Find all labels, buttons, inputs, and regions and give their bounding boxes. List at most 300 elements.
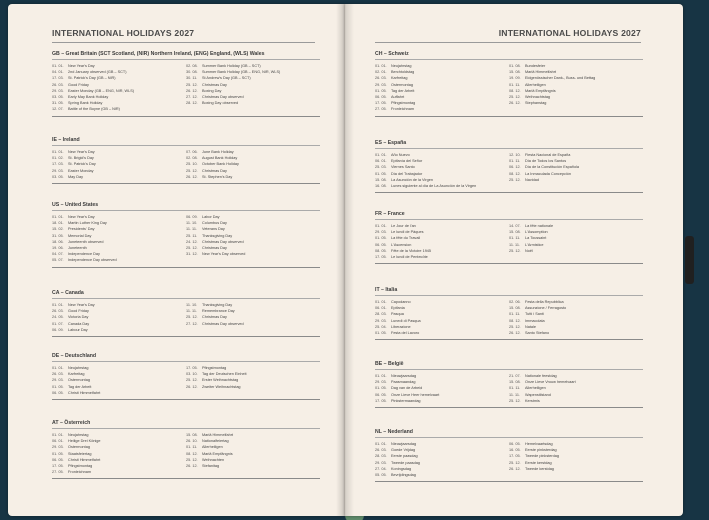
section-end-divider — [375, 481, 643, 482]
holiday-name: St. Patrick's Day (GB – NIR) — [68, 76, 116, 81]
holiday-row — [375, 106, 509, 112]
holiday-date: 29. 03. — [375, 230, 387, 235]
holiday-row — [186, 174, 320, 180]
section-end-divider — [52, 399, 320, 400]
holiday-date: 01. 05. — [375, 386, 387, 391]
holiday-date: 01. 01. — [52, 433, 64, 437]
holiday-date: 21. 07. — [509, 374, 521, 378]
holiday-row — [52, 327, 186, 333]
holiday-name: Memorial Day — [68, 233, 92, 238]
country-heading: IE – Ireland — [52, 137, 80, 143]
holiday-date: 24. 12. — [186, 239, 198, 244]
holiday-date: 25. 12. — [509, 324, 521, 329]
holiday-date: 11. 10. — [186, 221, 198, 226]
title-divider — [375, 42, 641, 43]
holiday-date: 06. 12. — [509, 165, 521, 170]
holiday-name: Koningsdag — [391, 466, 412, 471]
holiday-name: Wapenstilstand — [525, 392, 551, 397]
holiday-date: 15. 08. — [509, 380, 521, 385]
holiday-date: 03. 05. — [52, 174, 64, 179]
country-section — [375, 51, 643, 117]
holiday-date: 15. 08. — [509, 306, 521, 311]
holiday-column — [375, 299, 509, 336]
left-page — [8, 4, 345, 516]
holiday-name: St. Patrick's Day — [68, 162, 96, 167]
section-divider — [375, 295, 643, 296]
holiday-name: New Year's Day — [68, 150, 95, 154]
holiday-name: Summer Bank Holiday (GB – ENG, NIR, WLS) — [202, 70, 281, 75]
holiday-date: 27. 04. — [375, 466, 387, 471]
section-divider — [52, 59, 320, 60]
holiday-name: Liberazione — [391, 324, 411, 329]
holiday-date: 04. 01. — [52, 70, 64, 75]
holiday-date: 28. 03. — [375, 454, 387, 459]
holiday-row — [52, 469, 186, 475]
holiday-name: Columbus Day — [202, 221, 227, 226]
holiday-name: Martin Luther King Day — [68, 221, 107, 226]
holiday-date: 26. 12. — [186, 174, 198, 179]
holiday-date: 11. 11. — [509, 392, 521, 397]
holiday-name: Lunes siguiente al día de La Asunción de la Virgen — [391, 184, 477, 189]
country-heading: CH – Schweiz — [375, 51, 409, 57]
holiday-name: Dag van de Arbeid — [391, 386, 423, 391]
holiday-date: 03. 05. — [52, 95, 64, 100]
holiday-columns — [375, 373, 643, 404]
country-heading: ES – España — [375, 140, 407, 146]
holiday-name: Le lundi de Pâques — [391, 230, 424, 235]
holiday-row — [52, 106, 186, 112]
holiday-name: Allerheiligen — [525, 82, 546, 87]
holiday-name: Año Nuevo — [391, 153, 410, 157]
holiday-name: Allerheiligen — [202, 445, 223, 450]
holiday-name: L'Ascension — [391, 242, 412, 247]
holiday-name: Labour Day — [68, 327, 88, 332]
holiday-column — [186, 149, 320, 180]
holiday-columns — [52, 63, 320, 113]
holiday-name: Tutti i Santi — [525, 312, 544, 317]
country-section — [375, 361, 643, 408]
holiday-name: 2nd January observed (GB – SCT) — [68, 70, 127, 75]
holiday-date: 01. 05. — [375, 236, 387, 241]
holiday-date: 11. 11. — [186, 309, 198, 314]
holiday-date: 08. 05. — [375, 248, 387, 253]
holiday-date: 11. 11. — [509, 242, 521, 247]
holiday-name: Staatsfeiertag — [68, 451, 92, 456]
holiday-row — [509, 330, 643, 336]
holiday-date: 25. 12. — [186, 378, 198, 383]
holiday-date: 01. 02. — [52, 156, 64, 161]
holiday-name: Christmas Day — [202, 168, 227, 173]
holiday-name: Auffahrt — [391, 95, 405, 100]
holiday-date: 06. 05. — [375, 95, 387, 100]
holiday-date: 15. 08. — [509, 230, 521, 235]
elastic-band — [685, 236, 694, 284]
holiday-name: Nieuwjaarsdag — [391, 374, 417, 378]
holiday-date: 01. 05. — [375, 171, 387, 176]
holiday-row — [186, 384, 320, 390]
holiday-date: 17. 05. — [52, 464, 64, 469]
holiday-date: 12. 10. — [509, 153, 521, 157]
section-end-divider — [52, 116, 320, 117]
holiday-column — [186, 365, 320, 396]
holiday-date: 01. 11. — [509, 236, 521, 241]
holiday-name: Veterans Day — [202, 227, 225, 232]
holiday-date: 17. 05. — [509, 454, 521, 459]
holiday-column — [52, 63, 186, 113]
holiday-date: 17. 05. — [375, 101, 387, 106]
holiday-date: 18. 01. — [52, 221, 64, 226]
holiday-date: 12. 07. — [52, 107, 64, 112]
holiday-date: 29. 03. — [52, 445, 64, 450]
holiday-name: Christmas Day — [202, 82, 227, 87]
holiday-column — [52, 302, 186, 333]
country-section — [52, 137, 320, 184]
holiday-name: Capodanno — [391, 300, 411, 304]
country-heading: FR – France — [375, 211, 405, 217]
holiday-date: 16. 08. — [375, 184, 387, 189]
holiday-columns — [375, 299, 643, 336]
holiday-name: Christmas Day observed — [202, 239, 244, 244]
holiday-date: 08. 12. — [186, 451, 198, 456]
holiday-date: 01. 01. — [375, 153, 387, 157]
holiday-name: Christi Himmelfahrt — [68, 390, 101, 395]
holiday-date: 27. 12. — [186, 95, 198, 100]
holiday-date: 25. 12. — [509, 460, 521, 465]
holiday-date: 26. 03. — [375, 76, 387, 81]
section-end-divider — [375, 192, 643, 193]
holiday-name: Día del Trabajador — [391, 171, 423, 176]
country-section — [375, 429, 643, 482]
holiday-date: 31. 05. — [52, 233, 64, 238]
holiday-name: New Year's Day — [68, 215, 95, 219]
holiday-date: 14. 07. — [509, 224, 521, 228]
holiday-name: Epifanía del Señor — [391, 159, 423, 164]
holiday-name: La Inmaculada Concepción — [525, 171, 572, 176]
holiday-date: 25. 12. — [186, 168, 198, 173]
holiday-name: Paasmaandag — [391, 380, 416, 385]
holiday-name: Hemelvaartsdag — [525, 442, 553, 446]
holiday-name: Weihnachten — [202, 457, 225, 462]
holiday-name: Mariä Himmelfahrt — [525, 70, 557, 75]
country-section — [375, 287, 643, 340]
holiday-name: Bundesfeier — [525, 64, 546, 68]
holiday-columns — [375, 63, 643, 113]
holiday-name: Victoria Day — [68, 315, 89, 320]
holiday-name: Boxing Day observed — [202, 101, 239, 106]
holiday-date: 01. 11. — [509, 82, 521, 87]
holiday-column — [375, 223, 509, 260]
holiday-date: 01. 01. — [52, 64, 64, 68]
holiday-date: 11. 11. — [186, 227, 198, 232]
holiday-date: 19. 06. — [52, 246, 64, 251]
holiday-date: 02. 08. — [186, 156, 198, 161]
holiday-date: 27. 12. — [186, 321, 198, 326]
holiday-date: 26. 03. — [52, 372, 64, 377]
holiday-name: Le lundi de Pentecôte — [391, 255, 428, 260]
holiday-date: 06. 05. — [509, 442, 521, 446]
holiday-date: 31. 12. — [186, 252, 198, 257]
holiday-name: Spring Bank Holiday — [68, 101, 103, 106]
holiday-date: 26. 12. — [186, 88, 198, 93]
holiday-column — [375, 63, 509, 113]
holiday-name: Día de Todos los Santos — [525, 159, 567, 164]
holiday-columns — [52, 149, 320, 180]
holiday-date: 08. 12. — [509, 318, 521, 323]
holiday-row — [375, 254, 509, 260]
holiday-name: Independence Day observed — [68, 258, 117, 263]
holiday-name: August Bank Holiday — [202, 156, 238, 161]
holiday-date: 25. 12. — [186, 82, 198, 87]
holiday-column — [509, 373, 643, 404]
holiday-row — [186, 463, 320, 469]
holiday-name: Early May Bank Holiday — [68, 95, 109, 100]
holiday-column — [186, 302, 320, 333]
holiday-date: 01. 05. — [375, 88, 387, 93]
holiday-date: 06. 05. — [52, 390, 64, 395]
holiday-name: Labor Day — [202, 215, 220, 219]
holiday-row — [375, 330, 509, 336]
holiday-name: Christmas Day observed — [202, 95, 244, 100]
holiday-name: Pinkstermaandag — [391, 398, 421, 403]
page-title: INTERNATIONAL HOLIDAYS 2027 — [498, 28, 641, 38]
title-divider — [52, 42, 315, 43]
holiday-name: Neujahrstag — [391, 64, 412, 68]
holiday-date: 25. 12. — [509, 177, 521, 182]
country-section — [375, 211, 643, 264]
section-end-divider — [52, 478, 320, 479]
holiday-date: 26. 03. — [52, 82, 64, 87]
holiday-date: 18. 06. — [52, 239, 64, 244]
holiday-name: St Andrew's Day (GB – SCT) — [202, 76, 251, 81]
holiday-date: 31. 05. — [52, 101, 64, 106]
country-section — [375, 140, 643, 193]
holiday-name: Karfreitag — [391, 76, 408, 81]
holiday-date: 01. 11. — [509, 386, 521, 391]
holiday-date: 26. 12. — [509, 101, 521, 106]
holiday-row — [186, 321, 320, 327]
holiday-date: 17. 05. — [186, 366, 198, 370]
holiday-name: Allerheiligen — [525, 386, 546, 391]
holiday-row — [375, 472, 509, 478]
holiday-columns — [52, 302, 320, 333]
holiday-date: 29. 03. — [375, 82, 387, 87]
holiday-date: 01. 08. — [509, 64, 521, 68]
holiday-column — [375, 373, 509, 404]
country-heading: CA – Canada — [52, 290, 84, 296]
holiday-name: Zweiter Weihnachtstag — [202, 384, 241, 389]
holiday-name: Onze Lieve Heer hemelvaart — [391, 392, 440, 397]
holiday-name: Le Jour de l'an — [391, 224, 416, 228]
section-end-divider — [375, 407, 643, 408]
country-heading: US – United States — [52, 202, 99, 208]
country-section — [52, 290, 320, 337]
holiday-date: 05. 05. — [375, 473, 387, 478]
holiday-name: Boxing Day — [202, 88, 222, 93]
country-heading: BE – België — [375, 361, 404, 367]
holiday-row — [509, 248, 643, 254]
holiday-name: Fête de la Victoire 1945 — [391, 248, 432, 253]
section-divider — [52, 298, 320, 299]
holiday-row — [186, 100, 320, 106]
holiday-name: Thanksgiving Day — [202, 233, 233, 238]
section-divider — [375, 437, 643, 438]
holiday-row — [375, 398, 509, 404]
section-end-divider — [375, 339, 643, 340]
holiday-name: Christmas Day — [202, 315, 227, 320]
holiday-date: 28. 12. — [186, 101, 198, 106]
holiday-date: 01. 01. — [375, 374, 387, 378]
holiday-date: 30. 11. — [186, 76, 198, 81]
holiday-column — [509, 441, 643, 478]
holiday-name: Thanksgiving Day — [202, 303, 233, 307]
holiday-name: Ostermontag — [68, 445, 90, 450]
holiday-date: 17. 03. — [52, 76, 64, 81]
holiday-name: Good Friday — [68, 309, 89, 314]
holiday-date: 01. 01. — [375, 300, 387, 304]
holiday-date: 25. 03. — [375, 165, 387, 170]
holiday-name: Heilige Drei Könige — [68, 439, 101, 444]
holiday-name: Onze Lieve Vrouw hemelvaart — [525, 380, 576, 385]
holiday-date: 02. 01. — [375, 70, 387, 75]
holiday-name: Neujahrstag — [68, 433, 89, 437]
holiday-name: Tweede pinksterdag — [525, 454, 559, 459]
holiday-date: 25. 12. — [186, 246, 198, 251]
section-end-divider — [375, 263, 643, 264]
holiday-name: Bevrijdingsdag — [391, 473, 416, 478]
holiday-name: Ostermontag — [68, 378, 90, 383]
holiday-name: Pfingstmontag — [202, 366, 227, 370]
holiday-column — [52, 214, 186, 264]
holiday-date: 01. 01. — [375, 64, 387, 68]
holiday-column — [375, 441, 509, 478]
holiday-name: June Bank Holiday — [202, 150, 234, 154]
holiday-name: Battle of the Boyne (GB – NIR) — [68, 107, 120, 112]
section-end-divider — [52, 267, 320, 268]
section-end-divider — [375, 116, 643, 117]
holiday-date: 25. 12. — [509, 398, 521, 403]
holiday-date: 01. 11. — [509, 159, 521, 164]
holiday-row — [509, 100, 643, 106]
holiday-columns — [52, 432, 320, 475]
holiday-date: 01. 05. — [52, 384, 64, 389]
holiday-name: Goede Vrijdag — [391, 448, 416, 453]
holiday-name: Eerste kerstdag — [525, 460, 552, 465]
holiday-date: 29. 03. — [375, 380, 387, 385]
holiday-name: Pfingstmontag — [391, 101, 416, 106]
holiday-name: Christi Himmelfahrt — [68, 457, 101, 462]
holiday-column — [186, 214, 320, 264]
holiday-date: 26. 12. — [186, 464, 198, 469]
holiday-column — [186, 63, 320, 113]
holiday-name: Viernes Santo — [391, 165, 415, 170]
holiday-name: La fête du Travail — [391, 236, 421, 241]
holiday-name: Independence Day — [68, 252, 100, 257]
book-gutter — [336, 4, 354, 516]
holiday-date: 25. 10. — [186, 162, 198, 167]
holiday-row — [509, 177, 643, 183]
holiday-name: Pasqua — [391, 312, 404, 317]
holiday-name: La fête nationale — [525, 224, 554, 228]
holiday-name: Karfreitag — [68, 372, 85, 377]
country-section — [52, 420, 320, 479]
holiday-date: 29. 03. — [375, 318, 387, 323]
country-heading: IT – Italia — [375, 287, 398, 293]
holiday-date: 26. 12. — [509, 466, 521, 471]
holiday-name: Eerste paasdag — [391, 454, 418, 459]
holiday-column — [52, 365, 186, 396]
country-section — [52, 202, 320, 268]
holiday-name: Mariä Himmelfahrt — [202, 433, 234, 437]
holiday-date: 15. 08. — [509, 70, 521, 75]
holiday-date: 01. 01. — [52, 150, 64, 154]
holiday-name: Eerste pinksterdag — [525, 448, 557, 453]
holiday-name: Nationalfeiertag — [202, 439, 229, 444]
holiday-date: 15. 08. — [375, 177, 387, 182]
holiday-date: 25. 12. — [186, 315, 198, 320]
holiday-date: 01. 01. — [52, 303, 64, 307]
holiday-date: 26. 03. — [52, 309, 64, 314]
holiday-name: Summer Bank Holiday (GB – SCT) — [202, 64, 261, 68]
holiday-date: 06. 01. — [375, 159, 387, 164]
holiday-date: 02. 06. — [509, 300, 521, 304]
holiday-name: Nationale feestdag — [525, 374, 557, 378]
holiday-date: 04. 07. — [52, 252, 64, 257]
holiday-name: Tag der Deutschen Einheit — [202, 372, 247, 377]
holiday-name: Canada Day — [68, 321, 90, 326]
holiday-name: Festa del Lavoro — [391, 331, 420, 336]
country-section — [52, 353, 320, 400]
holiday-columns — [52, 365, 320, 396]
holiday-name: Ostermontag — [391, 82, 413, 87]
holiday-name: Stephanstag — [525, 101, 547, 106]
holiday-name: St. Stephen's Day — [202, 174, 233, 179]
holiday-name: Christmas Day observed — [202, 321, 244, 326]
holiday-date: 06. 05. — [52, 457, 64, 462]
holiday-date: 06. 09. — [52, 327, 64, 332]
holiday-name: Festa della Repubblica — [525, 300, 564, 304]
holiday-name: Erster Weihnachtstag — [202, 378, 239, 383]
holiday-date: 30. 08. — [186, 70, 198, 75]
holiday-name: Fiesta Nacional de España — [525, 153, 571, 157]
holiday-name: Stefanitag — [202, 464, 220, 469]
holiday-name: Noël — [525, 248, 533, 253]
holiday-name: Nieuwjaarsdag — [391, 442, 417, 446]
holiday-date: 07. 06. — [186, 150, 198, 154]
holiday-name: Tweede kerstdag — [525, 466, 554, 471]
holiday-date: 01. 01. — [375, 224, 387, 228]
holiday-date: 26. 10. — [186, 439, 198, 444]
holiday-date: 27. 05. — [375, 107, 387, 112]
holiday-date: 27. 05. — [52, 470, 64, 475]
holiday-name: Juneteenth observed — [68, 239, 104, 244]
holiday-date: 08. 12. — [509, 88, 521, 93]
holiday-column — [509, 152, 643, 189]
holiday-name: New Year's Day — [68, 64, 95, 68]
holiday-name: Fronleichnam — [391, 107, 415, 112]
holiday-name: Navidad — [525, 177, 539, 182]
holiday-date: 08. 12. — [509, 171, 521, 176]
right-page — [345, 4, 683, 516]
holiday-name: Lunedì di Pasqua — [391, 318, 421, 323]
section-divider — [52, 361, 320, 362]
holiday-columns — [52, 214, 320, 264]
holiday-column — [52, 432, 186, 475]
holiday-name: New Year's Day — [68, 303, 95, 307]
holiday-name: Natale — [525, 324, 536, 329]
holiday-name: Easter Monday — [68, 168, 94, 173]
holiday-column — [509, 299, 643, 336]
holiday-name: Kerstmis — [525, 398, 540, 403]
